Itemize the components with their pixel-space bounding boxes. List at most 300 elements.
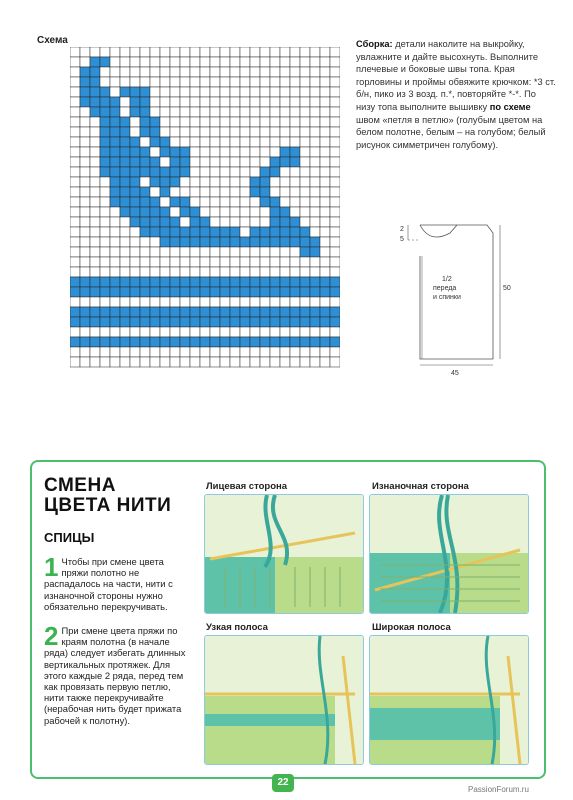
chart-cell bbox=[150, 147, 160, 157]
chart-cell bbox=[230, 57, 240, 67]
chart-cell-filled bbox=[130, 317, 140, 327]
chart-cell bbox=[90, 127, 100, 137]
chart-cell-filled bbox=[190, 287, 200, 297]
chart-cell bbox=[70, 87, 80, 97]
chart-cell-filled bbox=[200, 337, 210, 347]
chart-cell-filled bbox=[160, 137, 170, 147]
chart-cell bbox=[320, 267, 330, 277]
chart-cell bbox=[80, 137, 90, 147]
chart-cell bbox=[190, 137, 200, 147]
chart-cell bbox=[270, 97, 280, 107]
chart-cell-filled bbox=[210, 337, 220, 347]
chart-cell-filled bbox=[80, 337, 90, 347]
chart-cell bbox=[330, 47, 340, 57]
chart-cell-filled bbox=[260, 337, 270, 347]
chart-cell bbox=[190, 247, 200, 257]
chart-cell-filled bbox=[120, 117, 130, 127]
chart-cell bbox=[120, 257, 130, 267]
chart-cell bbox=[320, 247, 330, 257]
chart-cell bbox=[80, 257, 90, 267]
chart-cell bbox=[100, 247, 110, 257]
chart-cell bbox=[200, 327, 210, 337]
chart-cell bbox=[220, 267, 230, 277]
chart-cell bbox=[90, 357, 100, 367]
chart-cell-filled bbox=[170, 157, 180, 167]
chart-cell-filled bbox=[290, 227, 300, 237]
chart-cell bbox=[200, 257, 210, 267]
chart-cell bbox=[330, 347, 340, 357]
chart-cell bbox=[80, 57, 90, 67]
chart-cell-filled bbox=[170, 277, 180, 287]
chart-cell bbox=[140, 57, 150, 67]
chart-cell bbox=[90, 137, 100, 147]
chart-cell-filled bbox=[160, 317, 170, 327]
chart-cell-filled bbox=[310, 317, 320, 327]
label-front-side: Лицевая сторона bbox=[206, 481, 288, 492]
chart-cell bbox=[130, 257, 140, 267]
chart-cell-filled bbox=[240, 307, 250, 317]
chart-cell bbox=[240, 167, 250, 177]
chart-cell-filled bbox=[120, 317, 130, 327]
chart-cell bbox=[200, 357, 210, 367]
chart-cell bbox=[300, 147, 310, 157]
chart-cell-filled bbox=[110, 127, 120, 137]
chart-cell bbox=[320, 327, 330, 337]
illustration-front-side bbox=[204, 494, 364, 614]
chart-cell-filled bbox=[260, 227, 270, 237]
chart-cell bbox=[240, 77, 250, 87]
chart-cell bbox=[110, 297, 120, 307]
chart-cell-filled bbox=[130, 217, 140, 227]
chart-cell bbox=[170, 247, 180, 257]
chart-cell bbox=[70, 67, 80, 77]
chart-cell-filled bbox=[260, 287, 270, 297]
chart-cell-filled bbox=[80, 87, 90, 97]
back-label: и спинки bbox=[433, 294, 461, 301]
chart-cell bbox=[250, 197, 260, 207]
chart-cell bbox=[310, 117, 320, 127]
chart-cell bbox=[130, 247, 140, 257]
chart-cell bbox=[170, 357, 180, 367]
chart-cell bbox=[220, 217, 230, 227]
chart-cell bbox=[230, 297, 240, 307]
chart-cell bbox=[140, 67, 150, 77]
chart-cell bbox=[290, 87, 300, 97]
chart-cell-filled bbox=[150, 207, 160, 217]
chart-cell-filled bbox=[90, 307, 100, 317]
chart-cell bbox=[240, 117, 250, 127]
chart-cell bbox=[290, 327, 300, 337]
chart-cell-filled bbox=[240, 287, 250, 297]
chart-cell bbox=[260, 297, 270, 307]
chart-cell bbox=[300, 127, 310, 137]
chart-cell bbox=[210, 357, 220, 367]
chart-cell bbox=[320, 197, 330, 207]
chart-cell-filled bbox=[280, 307, 290, 317]
chart-cell bbox=[300, 77, 310, 87]
chart-cell-filled bbox=[130, 97, 140, 107]
chart-cell-filled bbox=[130, 177, 140, 187]
chart-cell bbox=[80, 127, 90, 137]
chart-cell bbox=[240, 227, 250, 237]
chart-cell bbox=[160, 107, 170, 117]
chart-cell bbox=[80, 227, 90, 237]
chart-cell-filled bbox=[140, 187, 150, 197]
chart-cell bbox=[330, 167, 340, 177]
chart-cell bbox=[200, 247, 210, 257]
chart-cell-filled bbox=[180, 237, 190, 247]
chart-cell-filled bbox=[150, 177, 160, 187]
chart-cell bbox=[250, 257, 260, 267]
chart-cell-filled bbox=[310, 247, 320, 257]
chart-cell-filled bbox=[130, 307, 140, 317]
chart-cell-filled bbox=[330, 307, 340, 317]
chart-cell bbox=[320, 217, 330, 227]
chart-cell bbox=[70, 217, 80, 227]
chart-cell bbox=[290, 257, 300, 267]
chart-cell-filled bbox=[140, 167, 150, 177]
chart-cell-filled bbox=[100, 277, 110, 287]
chart-cell bbox=[230, 47, 240, 57]
chart-cell bbox=[240, 67, 250, 77]
chart-cell-filled bbox=[180, 287, 190, 297]
dim-2: 2 bbox=[400, 226, 404, 233]
chart-cell-filled bbox=[180, 197, 190, 207]
chart-cell bbox=[230, 177, 240, 187]
chart-cell bbox=[280, 267, 290, 277]
chart-cell bbox=[330, 177, 340, 187]
chart-cell bbox=[330, 137, 340, 147]
assembly-instructions bbox=[356, 38, 556, 151]
chart-cell bbox=[160, 67, 170, 77]
chart-cell bbox=[70, 157, 80, 167]
chart-cell bbox=[100, 227, 110, 237]
chart-cell bbox=[260, 157, 270, 167]
chart-cell bbox=[210, 167, 220, 177]
chart-cell bbox=[260, 107, 270, 117]
chart-cell-filled bbox=[150, 197, 160, 207]
chart-cell-filled bbox=[140, 127, 150, 137]
chart-cell-filled bbox=[120, 207, 130, 217]
chart-cell bbox=[180, 97, 190, 107]
chart-cell bbox=[70, 207, 80, 217]
chart-cell-filled bbox=[130, 197, 140, 207]
chart-cell bbox=[260, 207, 270, 217]
chart-cell bbox=[230, 77, 240, 87]
chart-cell bbox=[220, 327, 230, 337]
chart-cell bbox=[300, 297, 310, 307]
chart-cell-filled bbox=[120, 157, 130, 167]
chart-cell bbox=[240, 97, 250, 107]
chart-cell bbox=[320, 297, 330, 307]
chart-cell bbox=[210, 197, 220, 207]
chart-cell bbox=[270, 187, 280, 197]
chart-cell bbox=[130, 117, 140, 127]
chart-cell bbox=[250, 167, 260, 177]
chart-cell bbox=[100, 207, 110, 217]
chart-cell bbox=[150, 97, 160, 107]
chart-cell bbox=[160, 157, 170, 167]
chart-cell-filled bbox=[70, 317, 80, 327]
illustration-narrow-stripe bbox=[204, 635, 364, 765]
chart-cell bbox=[100, 217, 110, 227]
chart-cell bbox=[290, 107, 300, 117]
chart-cell-filled bbox=[290, 277, 300, 287]
step-2-text: При смене цвета пряжи по краям полотна (в начале ряда) следует избегать длинных вертикальных протяжек. Для этого каждые 2 ряда, перед тем как провязать первую петлю, нити также перекручивайте (нерабочая нить будет прижата рабочей к полотну). bbox=[44, 625, 186, 726]
chart-cell bbox=[160, 77, 170, 87]
chart-cell-filled bbox=[220, 287, 230, 297]
chart-cell bbox=[80, 177, 90, 187]
chart-cell bbox=[190, 147, 200, 157]
chart-cell-filled bbox=[110, 117, 120, 127]
chart-cell-filled bbox=[170, 197, 180, 207]
chart-cell-filled bbox=[270, 337, 280, 347]
chart-cell bbox=[180, 357, 190, 367]
chart-cell bbox=[250, 157, 260, 167]
chart-cell-filled bbox=[140, 157, 150, 167]
chart-cell-filled bbox=[150, 287, 160, 297]
chart-cell bbox=[180, 217, 190, 227]
chart-cell bbox=[120, 57, 130, 67]
chart-cell bbox=[100, 357, 110, 367]
chart-cell-filled bbox=[130, 157, 140, 167]
chart-cell-filled bbox=[160, 237, 170, 247]
chart-cell bbox=[90, 117, 100, 127]
dim-5: 5 bbox=[400, 236, 404, 243]
chart-cell bbox=[280, 57, 290, 67]
chart-cell bbox=[320, 117, 330, 127]
chart-cell bbox=[240, 47, 250, 57]
chart-cell bbox=[330, 357, 340, 367]
chart-cell-filled bbox=[140, 337, 150, 347]
chart-cell-filled bbox=[200, 307, 210, 317]
chart-cell bbox=[170, 327, 180, 337]
chart-cell bbox=[270, 87, 280, 97]
chart-cell-filled bbox=[220, 317, 230, 327]
chart-cell-filled bbox=[110, 107, 120, 117]
chart-cell bbox=[310, 77, 320, 87]
pattern-diagram bbox=[360, 218, 520, 378]
chart-cell-filled bbox=[200, 217, 210, 227]
chart-cell-filled bbox=[120, 337, 130, 347]
chart-cell bbox=[220, 47, 230, 57]
chart-cell bbox=[260, 357, 270, 367]
chart-cell-filled bbox=[220, 337, 230, 347]
chart-cell bbox=[120, 47, 130, 57]
chart-cell-filled bbox=[80, 67, 90, 77]
chart-cell bbox=[250, 97, 260, 107]
chart-cell bbox=[170, 47, 180, 57]
chart-cell bbox=[310, 47, 320, 57]
chart-cell bbox=[300, 167, 310, 177]
chart-cell-filled bbox=[270, 317, 280, 327]
chart-cell bbox=[210, 157, 220, 167]
chart-cell bbox=[270, 147, 280, 157]
chart-cell bbox=[240, 297, 250, 307]
chart-cell-filled bbox=[260, 237, 270, 247]
title-line-2: ЦВЕТА НИТИ bbox=[44, 495, 172, 516]
chart-cell bbox=[180, 187, 190, 197]
chart-cell bbox=[110, 217, 120, 227]
chart-cell bbox=[320, 227, 330, 237]
chart-cell bbox=[260, 267, 270, 277]
chart-cell bbox=[250, 107, 260, 117]
chart-cell-filled bbox=[250, 177, 260, 187]
chart-cell bbox=[200, 267, 210, 277]
chart-cell-filled bbox=[100, 57, 110, 67]
chart-cell bbox=[330, 257, 340, 267]
chart-cell-filled bbox=[170, 317, 180, 327]
chart-cell bbox=[200, 207, 210, 217]
chart-cell-filled bbox=[160, 207, 170, 217]
chart-cell-filled bbox=[270, 207, 280, 217]
chart-cell bbox=[170, 267, 180, 277]
chart-cell bbox=[130, 347, 140, 357]
chart-cell bbox=[250, 47, 260, 57]
chart-cell bbox=[270, 177, 280, 187]
chart-cell bbox=[90, 197, 100, 207]
chart-cell-filled bbox=[110, 97, 120, 107]
chart-cell-filled bbox=[180, 317, 190, 327]
chart-cell-filled bbox=[250, 287, 260, 297]
chart-cell bbox=[130, 297, 140, 307]
chart-cell bbox=[190, 357, 200, 367]
chart-cell-filled bbox=[140, 117, 150, 127]
chart-cell bbox=[150, 257, 160, 267]
chart-cell-filled bbox=[310, 337, 320, 347]
chart-cell-filled bbox=[160, 307, 170, 317]
chart-cell-filled bbox=[110, 277, 120, 287]
chart-cell bbox=[310, 137, 320, 147]
chart-cell bbox=[290, 357, 300, 367]
chart-cell bbox=[260, 57, 270, 67]
chart-cell-filled bbox=[300, 227, 310, 237]
chart-cell bbox=[150, 107, 160, 117]
chart-cell bbox=[250, 247, 260, 257]
chart-cell-filled bbox=[180, 307, 190, 317]
chart-cell bbox=[320, 207, 330, 217]
chart-cell bbox=[190, 107, 200, 117]
chart-cell-filled bbox=[110, 187, 120, 197]
chart-cell bbox=[160, 127, 170, 137]
chart-cell-filled bbox=[170, 167, 180, 177]
chart-cell bbox=[230, 357, 240, 367]
chart-cell-filled bbox=[280, 237, 290, 247]
chart-cell-filled bbox=[190, 227, 200, 237]
chart-cell-filled bbox=[230, 277, 240, 287]
chart-cell-filled bbox=[170, 307, 180, 317]
label-wide-stripe: Широкая полоса bbox=[372, 622, 451, 633]
chart-cell bbox=[220, 247, 230, 257]
chart-cell bbox=[80, 167, 90, 177]
chart-cell-filled bbox=[100, 117, 110, 127]
chart-cell bbox=[140, 267, 150, 277]
chart-cell-filled bbox=[110, 307, 120, 317]
chart-cell-filled bbox=[100, 337, 110, 347]
chart-cell bbox=[170, 117, 180, 127]
chart-cell bbox=[200, 137, 210, 147]
chart-cell bbox=[310, 147, 320, 157]
chart-cell bbox=[330, 87, 340, 97]
chart-cell bbox=[310, 127, 320, 137]
chart-cell-filled bbox=[150, 337, 160, 347]
chart-cell bbox=[80, 197, 90, 207]
chart-cell bbox=[130, 327, 140, 337]
chart-cell-filled bbox=[250, 337, 260, 347]
chart-cell bbox=[180, 137, 190, 147]
chart-cell bbox=[320, 257, 330, 267]
chart-cell bbox=[140, 347, 150, 357]
chart-cell bbox=[70, 247, 80, 257]
chart-cell bbox=[80, 157, 90, 167]
chart-cell-filled bbox=[100, 307, 110, 317]
chart-cell-filled bbox=[120, 147, 130, 157]
chart-cell bbox=[120, 327, 130, 337]
chart-cell-filled bbox=[110, 177, 120, 187]
chart-cell bbox=[90, 187, 100, 197]
chart-cell bbox=[80, 347, 90, 357]
chart-cell bbox=[120, 357, 130, 367]
chart-cell bbox=[180, 87, 190, 97]
tutorial-title bbox=[44, 476, 171, 516]
label-back-side: Изнаночная сторона bbox=[372, 481, 469, 492]
chart-cell bbox=[300, 217, 310, 227]
chart-cell-filled bbox=[140, 227, 150, 237]
chart-cell bbox=[100, 257, 110, 267]
chart-cell-filled bbox=[210, 287, 220, 297]
chart-cell-filled bbox=[180, 337, 190, 347]
chart-cell bbox=[160, 347, 170, 357]
chart-cell bbox=[250, 217, 260, 227]
chart-cell bbox=[190, 127, 200, 137]
chart-cell bbox=[100, 347, 110, 357]
chart-cell-filled bbox=[160, 217, 170, 227]
chart-cell-filled bbox=[320, 317, 330, 327]
chart-cell bbox=[210, 187, 220, 197]
chart-cell bbox=[90, 237, 100, 247]
chart-cell-filled bbox=[110, 287, 120, 297]
chart-cell bbox=[200, 107, 210, 117]
chart-cell bbox=[210, 347, 220, 357]
chart-cell bbox=[310, 227, 320, 237]
chart-cell bbox=[280, 187, 290, 197]
chart-cell bbox=[280, 297, 290, 307]
chart-cell-filled bbox=[110, 147, 120, 157]
chart-cell bbox=[180, 77, 190, 87]
chart-cell-filled bbox=[310, 277, 320, 287]
chart-cell-filled bbox=[140, 317, 150, 327]
chart-cell bbox=[320, 347, 330, 357]
chart-cell-filled bbox=[140, 147, 150, 157]
title-line-1: СМЕНА bbox=[44, 475, 116, 496]
chart-cell-filled bbox=[80, 287, 90, 297]
chart-cell-filled bbox=[270, 277, 280, 287]
chart-cell bbox=[130, 227, 140, 237]
chart-cell bbox=[300, 187, 310, 197]
chart-cell bbox=[310, 207, 320, 217]
chart-cell bbox=[110, 47, 120, 57]
chart-cell-filled bbox=[130, 337, 140, 347]
chart-cell bbox=[100, 327, 110, 337]
chart-cell bbox=[320, 67, 330, 77]
chart-cell-filled bbox=[290, 237, 300, 247]
chart-cell bbox=[240, 197, 250, 207]
chart-cell bbox=[200, 127, 210, 137]
chart-cell bbox=[270, 247, 280, 257]
chart-cell-filled bbox=[260, 307, 270, 317]
chart-cell bbox=[230, 257, 240, 267]
chart-cell-filled bbox=[80, 97, 90, 107]
